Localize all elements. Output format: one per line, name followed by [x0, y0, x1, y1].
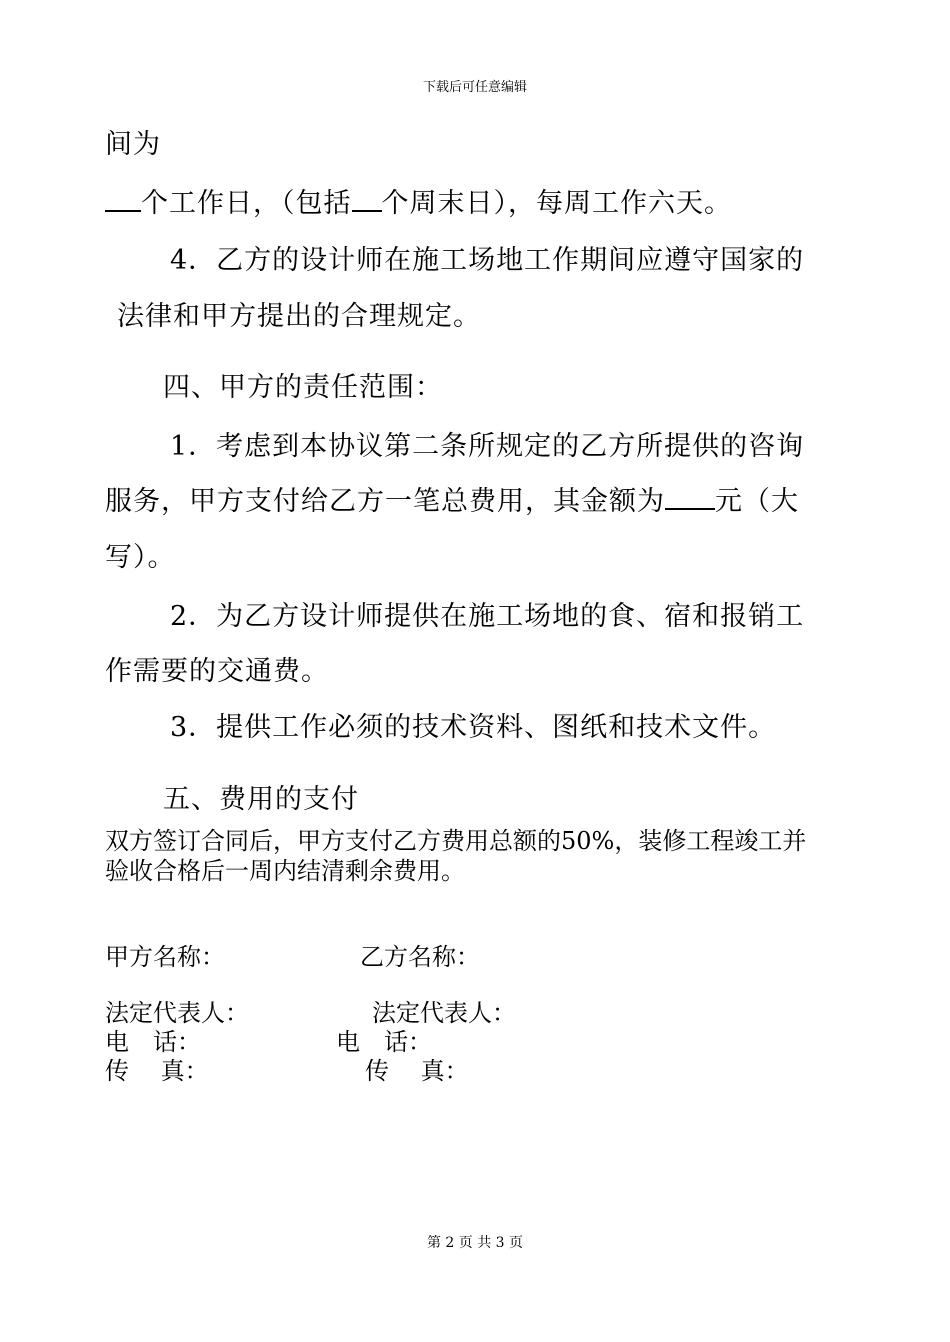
party-b-phone-label: 电 话： — [336, 1028, 432, 1056]
blank-workdays — [105, 206, 141, 212]
workdays-text: 个工作日，（包括 — [141, 188, 352, 219]
s4-item1-line2 — [105, 479, 799, 518]
s4-item3: 3．提供工作必须的技术资料、图纸和技术文件。 — [170, 712, 777, 743]
fee-unit-text: 元（大 — [715, 486, 799, 517]
page-footer: 第 2 页 共 3 页 — [426, 1235, 524, 1251]
party-b-name-label: 乙方名称： — [360, 943, 480, 971]
weekends-text: 个周末日），每周工作六天。 — [381, 188, 732, 219]
s5-line1: 双方签订合同后，甲方支付乙方费用总额的50%，装修工程竣工并 — [105, 827, 807, 855]
fee-text: 服务，甲方支付给乙方一笔总费用，其金额为 — [105, 486, 665, 517]
party-a-fax-label: 传 真： — [105, 1057, 209, 1085]
party-a-rep-label: 法定代表人： — [105, 999, 249, 1027]
party-a-name-label: 甲方名称： — [105, 943, 225, 971]
item4-line2: 法律和甲方提出的合理规定。 — [117, 301, 481, 332]
s5-line2: 验收合格后一周内结清剩余费用。 — [105, 857, 465, 885]
s4-item2-line1: 2．为乙方设计师提供在施工场地的食、宿和报销工 — [170, 601, 805, 632]
party-b-rep-label: 法定代表人： — [372, 999, 516, 1027]
body-line-b — [105, 181, 732, 220]
blank-weekends — [352, 206, 382, 212]
party-a-phone-label: 电 话： — [105, 1028, 201, 1056]
blank-amount — [665, 504, 715, 510]
body-line-a: 间为 — [105, 129, 161, 160]
s4-item1-line1: 1．考虑到本协议第二条所规定的乙方所提供的咨询 — [170, 431, 805, 462]
page-header: 下载后可任意编辑 — [422, 80, 527, 95]
section4-title: 四、甲方的责任范围： — [163, 372, 443, 403]
section5-title: 五、费用的支付 — [163, 784, 359, 815]
item4-line1: 4．乙方的设计师在施工场地工作期间应遵守国家的 — [170, 245, 805, 276]
party-b-fax-label: 传 真： — [365, 1057, 469, 1085]
s4-item1-line3: 写）。 — [105, 542, 176, 573]
s4-item2-line2: 作需要的交通费。 — [105, 656, 329, 687]
